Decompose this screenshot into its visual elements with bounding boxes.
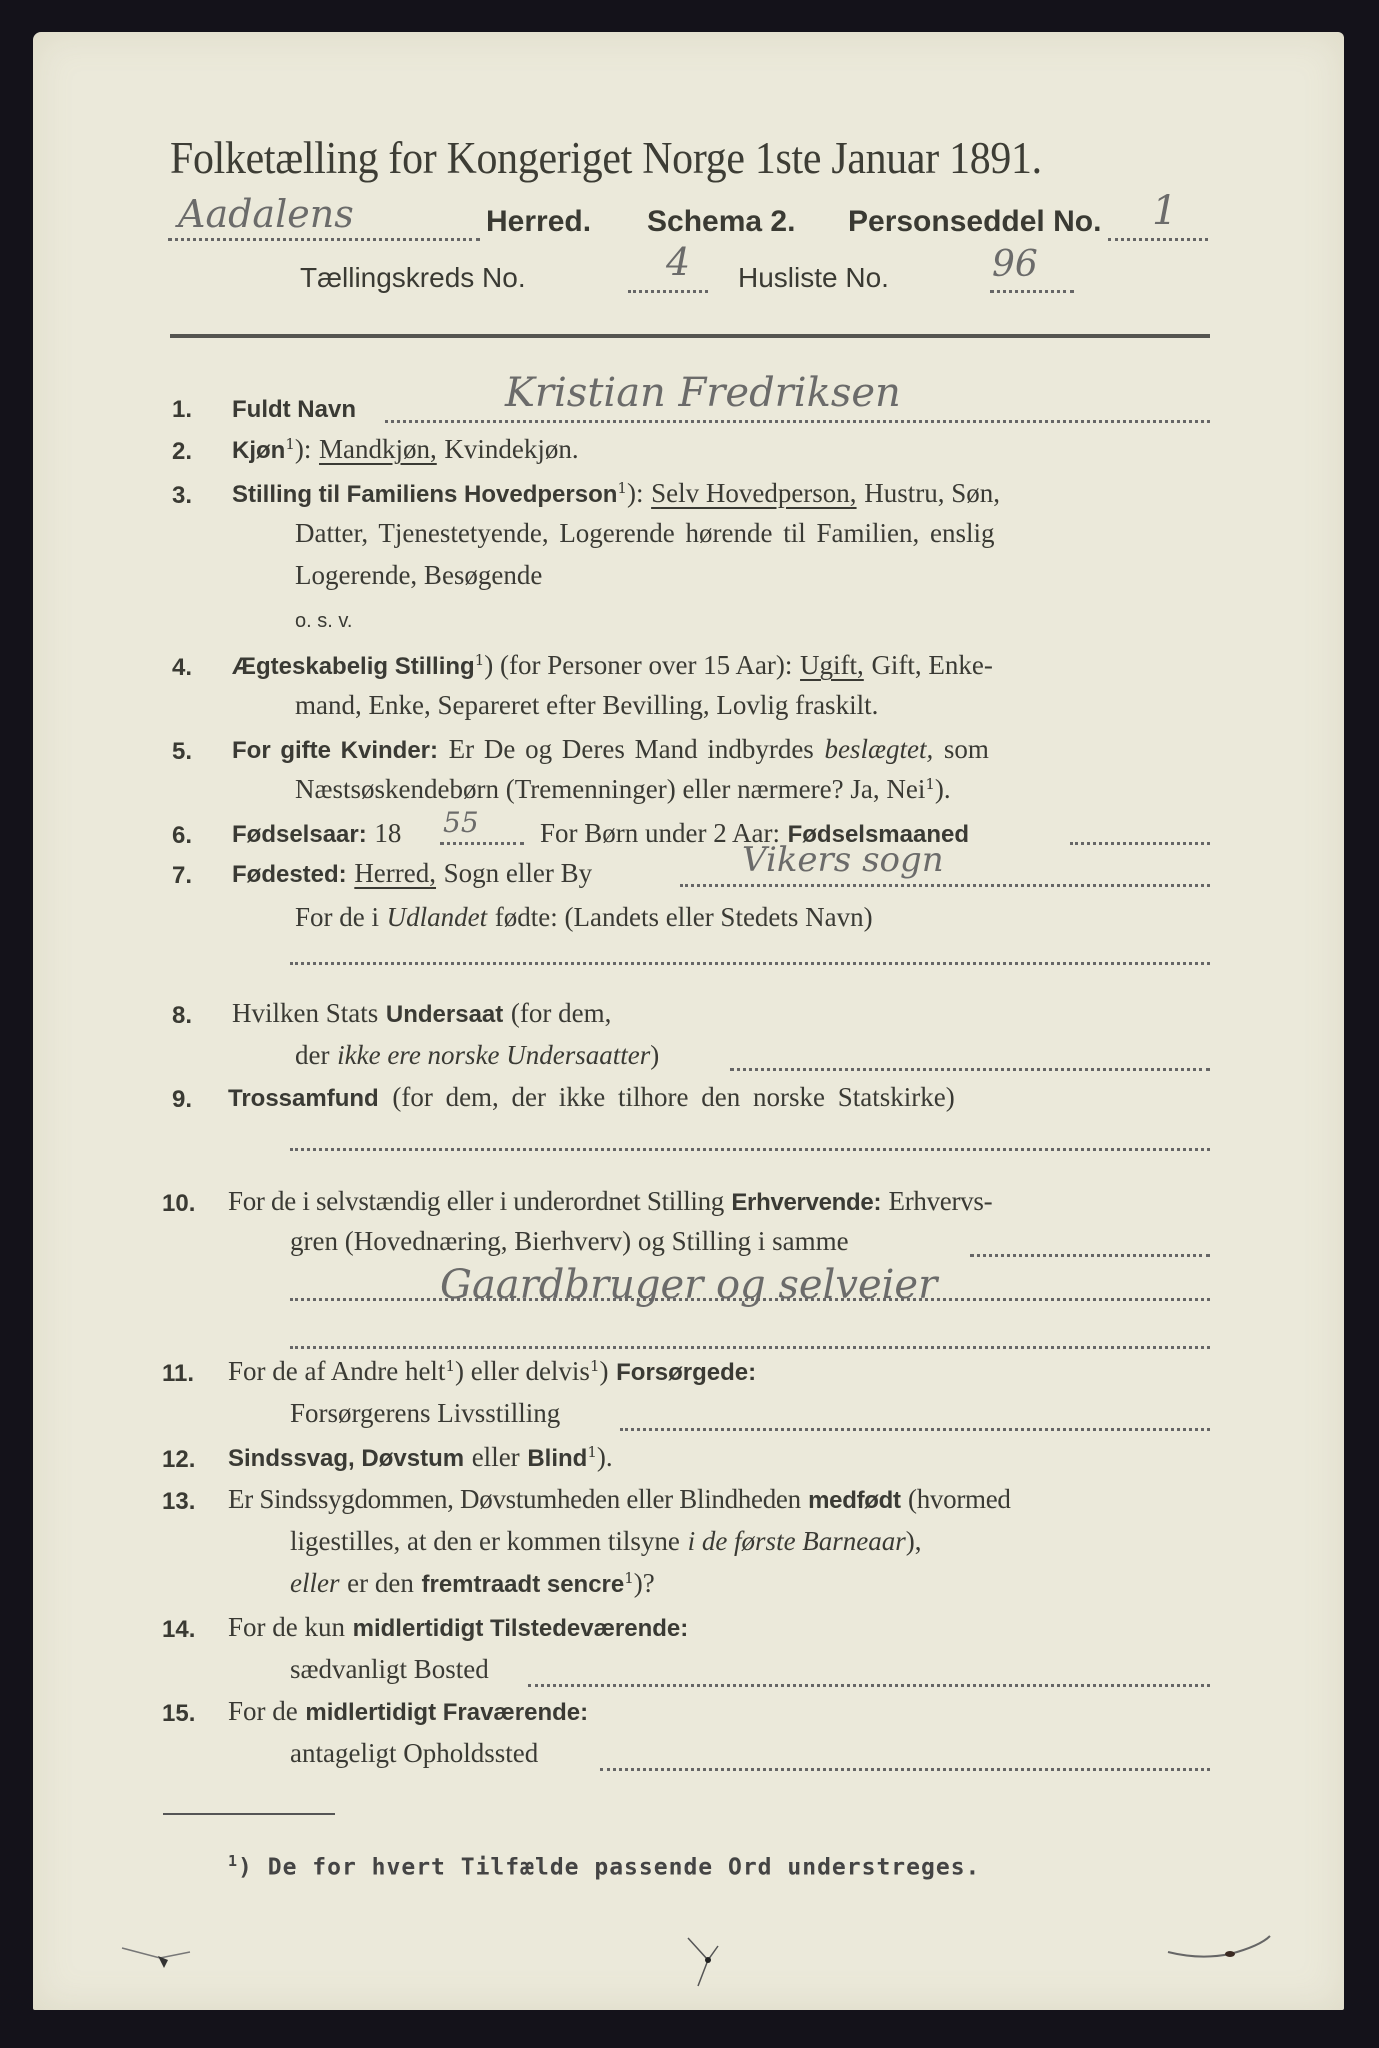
item-9-number: 9. (172, 1086, 193, 1113)
item-13-line-1-b: (hvormed (908, 1484, 1011, 1514)
header-divider (170, 334, 1210, 338)
taellingskreds-value: 4 (666, 240, 691, 284)
item-13-line-1 (228, 1484, 1011, 1515)
item-3-option-selected[interactable]: Selv Hovedperson, (651, 478, 857, 508)
item-3-line-2: Datter, Tjenestetyende, Logerende hørende til Familien, enslig (295, 518, 995, 548)
item-8-line-2-emphasis: ikke ere norske Undersaatter (337, 1040, 651, 1070)
item-7-line-2 (295, 902, 873, 933)
item-2-colon: ): (294, 434, 312, 464)
item-10-line-1 (228, 1186, 992, 1217)
husliste-label: Husliste No. (738, 262, 889, 293)
form-title: Folketælling for Kongeriget Norge 1ste Januar 1891. (170, 133, 1042, 183)
footnote-ref: 1 (624, 1569, 634, 1587)
item-11-line-2: Forsørgerens Livsstilling (290, 1398, 561, 1428)
item-13-number: 13. (162, 1488, 196, 1515)
item-6-rest: For Børn under 2 Aar: (540, 818, 780, 848)
item-9-label: Trossamfund (228, 1085, 379, 1112)
item-12-number: 12. (162, 1446, 196, 1473)
item-6-label: Fødselsaar: (232, 821, 367, 848)
item-6-line (232, 818, 401, 849)
item-3-number: 3. (172, 482, 193, 509)
item-5-options[interactable]: Næstsøskendebørn (Tremenninger) eller nærmere? Ja, Nei (295, 774, 926, 804)
item-2-line (232, 434, 579, 465)
item-7-line-1 (232, 858, 592, 889)
item-5-emphasis: beslægtet, (824, 734, 934, 764)
item-10-number: 10. (162, 1190, 196, 1217)
herred-field[interactable] (168, 238, 480, 241)
item-13-label-2: fremtraadt sencre (421, 1571, 625, 1598)
item-10-field-c[interactable] (290, 1346, 1210, 1349)
item-6-number: 6. (172, 822, 193, 849)
item-3-line-1 (232, 478, 1000, 509)
item-8-line-1 (232, 998, 611, 1029)
item-5-number: 5. (172, 738, 193, 765)
item-5-line-2 (295, 774, 951, 805)
paper-tear-mark (1160, 1930, 1280, 1970)
item-8-line-1-a: Hvilken Stats (232, 998, 379, 1028)
item-7-line-2-emphasis: Udlandet (386, 902, 488, 932)
item-13-line-3-emphasis: eller (290, 1568, 340, 1598)
husliste-value: 96 (992, 244, 1038, 285)
item-4-option-selected[interactable]: Ugift, (800, 650, 864, 680)
item-6-prefix: 18 (374, 818, 402, 848)
item-9-field[interactable] (290, 1148, 1210, 1151)
item-1-value: Kristian Fredriksen (505, 370, 901, 416)
item-10-line-2: gren (Hovednæring, Bierhverv) og Stilling i samme (290, 1226, 849, 1256)
taellingskreds-label: Tællingskreds No. (300, 262, 526, 293)
item-10-line-1-b: Erhvervs- (888, 1186, 993, 1216)
footnote-ref: 1 (925, 775, 935, 793)
item-1-field[interactable] (385, 420, 1210, 423)
footnote-marker: 1 (228, 1852, 239, 1870)
item-4-qualifier: ) (for Personer over 15 Aar): (484, 650, 793, 680)
item-11-label: Forsørgede: (616, 1359, 757, 1386)
item-3-line-3: Logerende, Besøgende (295, 560, 543, 590)
item-6-value: 55 (443, 806, 479, 839)
footnote-ref: 1 (285, 435, 295, 453)
item-13-line-2 (290, 1526, 922, 1557)
item-3-label: Stilling til Familiens Hovedperson (232, 481, 618, 508)
item-15-line-1 (228, 1696, 588, 1727)
item-8-label: Undersaat (385, 1001, 504, 1028)
item-2-option-other[interactable]: Kvindekjøn. (444, 434, 579, 464)
item-4-label: Ægteskabelig Stilling (232, 653, 475, 680)
item-6-label-2: Fødselsmaaned (787, 821, 970, 848)
item-5-question: Er De og Deres Mand indbyrdes (448, 734, 814, 764)
item-15-line-2: antageligt Opholdssted (290, 1738, 539, 1768)
item-10-field-b[interactable] (290, 1298, 1210, 1301)
item-14-line-2: sædvanligt Bosted (290, 1654, 489, 1684)
personseddel-field[interactable] (1108, 238, 1208, 241)
item-10-label: Erhvervende: (731, 1189, 882, 1216)
item-2-number: 2. (172, 438, 193, 465)
item-11-line-1-a: For de af Andre helt (228, 1356, 446, 1386)
schema-label: Schema 2. (647, 205, 796, 238)
item-10-field-a[interactable] (970, 1254, 1210, 1257)
item-12-label-2: Blind (527, 1445, 588, 1472)
item-13-label: medfødt (808, 1487, 901, 1514)
footnote-ref: 1 (589, 1357, 600, 1375)
item-4-line-2: mand, Enke, Separeret efter Bevilling, Lovlig fraskilt. (295, 690, 879, 720)
item-4-line-1 (232, 650, 993, 681)
item-11-field[interactable] (620, 1428, 1210, 1431)
item-5-tail: som (943, 734, 989, 764)
paper-tear-mark (120, 1940, 210, 1980)
item-11-line-1-b: ) eller delvis (454, 1356, 590, 1386)
footnote-ref: 1 (474, 651, 485, 669)
item-5-line-1 (232, 734, 989, 765)
item-14-line-1 (228, 1612, 688, 1643)
item-7-value: Vikers sogn (742, 840, 944, 880)
item-12-line (228, 1442, 613, 1473)
item-8-line-2-a: der (295, 1040, 330, 1070)
item-7-line-2-a: For de i (295, 902, 379, 932)
personseddel-value: 1 (1152, 188, 1178, 234)
husliste-field[interactable] (990, 290, 1074, 293)
item-4-options[interactable]: Gift, Enke- (871, 650, 993, 680)
item-6-field[interactable] (440, 842, 524, 845)
item-15-line-1-a: For de (228, 1696, 298, 1726)
item-7-label: Fødested: (232, 861, 347, 888)
item-7-number: 7. (172, 862, 193, 889)
item-13-line-2-b: ), (905, 1526, 922, 1556)
item-15-field[interactable] (600, 1768, 1210, 1771)
item-3-colon: ): (626, 478, 644, 508)
item-14-label: midlertidigt Tilstedeværende: (352, 1615, 689, 1642)
item-6-month-field[interactable] (1070, 842, 1210, 845)
item-12-end: ). (596, 1442, 613, 1472)
item-9-qualifier: (for dem, der ikke tilhore den norske Statskirke) (392, 1082, 955, 1112)
footnote-ref: 1 (587, 1443, 597, 1461)
item-11-number: 11. (162, 1360, 195, 1387)
item-1-label: Fuldt Navn (232, 396, 356, 423)
item-13-line-3-b: )? (633, 1568, 655, 1598)
item-13-line-2-a: ligestilles, at den er kommen tilsyne (290, 1526, 680, 1556)
item-9-line (228, 1082, 955, 1113)
footnote (228, 1852, 980, 1881)
herred-value: Aadalens (178, 192, 354, 236)
item-13-line-3-a: er den (347, 1568, 414, 1598)
item-8-line-2 (295, 1040, 659, 1071)
item-7-options[interactable]: Sogn eller By (443, 858, 593, 888)
item-10-value: Gaardbruger og selveier (440, 1262, 938, 1308)
footnote-ref: 1 (617, 479, 627, 497)
item-12-label: Sindssvag, Døvstum (228, 1445, 465, 1472)
item-7-line-2-b: fødte: (Landets eller Stedets Navn) (494, 902, 873, 932)
footnote-ref: 1 (445, 1357, 455, 1375)
item-8-number: 8. (172, 1002, 193, 1029)
item-10-line-1-a: For de i selvstændig eller i underordnet Stilling (228, 1186, 724, 1216)
item-14-number: 14. (162, 1616, 196, 1643)
item-7-abroad-field[interactable] (290, 962, 1210, 965)
item-1-number: 1. (172, 396, 193, 423)
item-3-options[interactable]: Hustru, Søn, (864, 478, 1000, 508)
item-11-line-1-c: ) (599, 1356, 609, 1386)
item-2-label: Kjøn (232, 437, 286, 464)
item-8-line-2-b: ) (650, 1040, 660, 1070)
item-4-number: 4. (172, 654, 193, 681)
item-14-line-1-a: For de kun (228, 1612, 345, 1642)
personseddel-label: Personseddel No. (848, 205, 1102, 238)
item-2-option-selected[interactable]: Mandkjøn, (319, 434, 437, 464)
item-5-end: ). (934, 774, 951, 804)
item-13-line-2-emphasis: i de første Barneaar (687, 1526, 906, 1556)
item-11-line-1 (228, 1356, 756, 1387)
item-7-field[interactable] (680, 884, 1210, 887)
footnote-divider (163, 1813, 335, 1815)
item-13-line-1-a: Er Sindssygdommen, Døvstumheden eller Blindheden (228, 1484, 801, 1514)
herred-label: Herred. (486, 205, 592, 238)
footnote-text: ) De for hvert Tilfælde passende Ord understreges. (238, 1854, 981, 1881)
item-15-number: 15. (162, 1700, 196, 1727)
item-8-field[interactable] (730, 1068, 1210, 1071)
paper-tear-mark (680, 1930, 730, 1990)
taellingskreds-field[interactable] (628, 290, 708, 293)
item-5-label: For gifte Kvinder: (232, 737, 439, 764)
item-8-line-1-b: (for dem, (510, 998, 612, 1028)
item-12-connector: eller (471, 1442, 520, 1472)
item-3-line-4: o. s. v. (295, 610, 353, 632)
item-13-line-3 (290, 1568, 655, 1599)
item-15-label: midlertidigt Fraværende: (305, 1699, 589, 1726)
item-14-field[interactable] (528, 1684, 1210, 1687)
item-7-option-selected[interactable]: Herred, (354, 858, 437, 888)
